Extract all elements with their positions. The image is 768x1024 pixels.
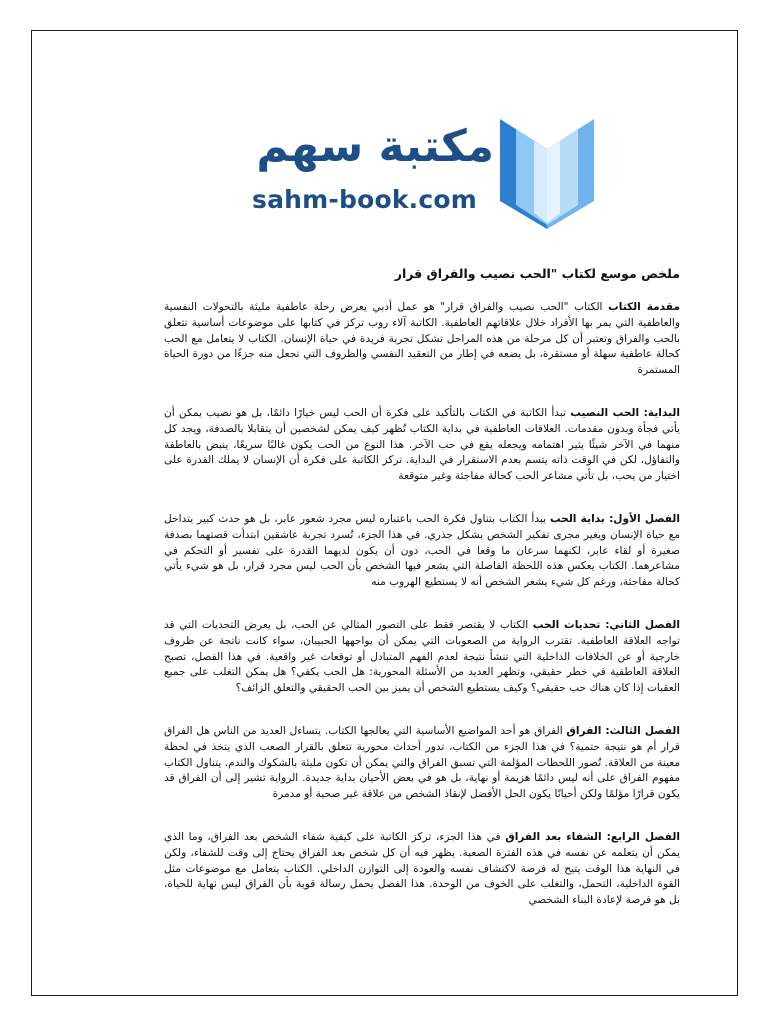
section-heading: الفصل الثاني: تحديات الحب [532,618,681,631]
logo-arabic-name: مكتبة سهم [256,121,494,172]
document-page [31,30,738,996]
document-title: ملخص موسع لكتاب "الحب نصيب والفراق قرار [394,266,680,281]
document-body [164,265,680,936]
section-heading: الفصل الرابع: الشفاء بعد الفراق [505,830,680,843]
section-text: الفراق هو أحد المواضيع الأساسية التي يعالجها الكتاب. يتساءل العديد من الناس هل الفراق قرار أم هو نتيجة حتمية؟ في هذا الجزء من الكتاب، تدور أحداث محورية تتعلق بالقرار الصعب الذي يتخذ في لحظة معينة من العلاقة. تُصور اللحظات المؤلمة التي تسبق الفراق والتي يمكن أن تكون مليئة بالشكوك والندم. يتناول الكتاب مفهوم الفراق على أنه ليس دائمًا هزيمة أو نهاية، بل هو في بعض الأحيان بداية جديدة. الرواية تشير إلى أن الفراق قد يكون قرارًا مؤلمًا ولكن أحيانًا يكون الحل الأفضل لإنقاذ الشخص من علاقة غير صحية أو مدمرة [164,724,680,801]
section-heading: الفصل الأول: بداية الحب [549,512,680,525]
section-chapter-4 [164,830,680,909]
section-text: يبدأ الكتاب بتناول فكرة الحب باعتباره ليس مجرد شعور عابر، بل هو حدث كبير يتداخل مع حياة الإنسان ويغير مجرى تفكير الشخص بشكل جذري. في هذا الجزء، تُسرد تجربة عاشقين ابتدأت قصتهما بصدفة صغيرة أو لقاء عابر، لكنهما سرعان ما وقعا في الحب، دون أن يكون لديهما القدرة على تفسير أو التحكم في مشاعرهما. الكتاب يعكس هذه اللحظة الفاصلة التي يشعر فيها الشخص بأن الحب ليس مجرد قرار، بل هو شيء يأتي كحالة مفاجئة، ورغم كل شيء يشعر الشخص أنه لا يستطيع الهروب منه [164,512,680,589]
section-heading: الفصل الثالث: الفراق [566,724,680,737]
section-beginning [164,406,680,485]
section-text: تبدأ الكاتبة في الكتاب بالتأكيد على فكرة أن الحب ليس خيارًا دائمًا، بل هو نصيب يمكن أن يأتي فجأة وبدون مقدمات. العلاقات العاطفية في بداية الكتاب تُظهر كيف يمكن لشخصين أن يتقابلا بالصدفة، ويجد كل منهما في الآخر شيئًا يثير اهتمامه ويجعله يقع في حب الآخر. هذا النوع من الحب يكون غالبًا سريعًا، ينبض بالعاطفة والتفاؤل، لكن في الوقت ذاته يتسم بعدم الاستقرار في البداية. تركز الكاتبة على فكرة أن الإنسان لا يملك القدرة على اختيار من يحب، بل تأتي مشاعر الحب كحالة مفاجئة وغير متوقعة [164,406,680,483]
section-text: الكتاب "الحب نصيب والفراق قرار" هو عمل أدبي يعرض رحلة عاطفية مليئة بالتحولات النفسية والعاطفية التي يمر بها الأفراد خلال علاقاتهم العاطفية. الكاتبة آلاء روب تركز في كتابها على موضوعات أساسية تتعلق بالحب والفراق وتعتبر أن كل مرحلة من هذه المراحل تشكل تجربة فريدة في حياة الإنسان. الكتاب لا يتعامل مع الحب كحالة عاطفية سهلة أو مستقرة، بل يضعه في إطار من التعقيد النفسي والظروف التي تجعل منه جزءًا من دورة الحياة المستمرة [164,301,680,377]
section-heading: مقدمة الكتاب [608,301,680,313]
section-chapter-2 [164,618,680,697]
section-text: في هذا الجزء، تركز الكاتبة على كيفية شفاء الشخص بعد الفراق، وما الذي يمكن أن يتعلمه عن نفسه في هذه الفترة الصعبة. يظهر فيه أن كل شخص بعد الفراق يحتاج إلى وقت للشفاء، ولكن في النهاية هذا الوقت يتيح له فرصة لاكتشاف نفسه والعودة إلى التوازن الداخلي. الكتاب يتعامل مع موضوعات مثل القوة الداخلية، التحمل، والتغلب على الخوف من الوحدة. هذا الفصل يحمل رسالة قوية بأن الفراق ليس نهاية للحياة، بل هو فرصة لإعادة البناء الشخصي [164,830,680,907]
open-book-icon [494,119,600,229]
section-heading: البداية: الحب النصيب [570,406,680,419]
logo-domain: sahm-book.com [252,185,477,214]
sahm-book-logo [244,119,604,231]
section-intro [164,300,680,379]
section-text: الكتاب لا يقتصر فقط على التصور المثالي عن الحب، بل يعرض التحديات التي قد تواجه العلاقة العاطفية. تقترب الرواية من الصعوبات التي يمكن أن يواجهها الحبيبان، سواء كانت ناتجة عن ظروف خارجية أو عن الخلافات الداخلية التي تنشأ نتيجة لعدم الفهم المتبادل أو توقعات غير واقعية. في هذا الفصل، تصبح العلاقة العاطفية في خطر حقيقي، وتظهر العديد من الأسئلة المحورية: هل الحب يكفي؟ هل يمكن التغلب على جميع العقبات إذا كان هناك حب حقيقي؟ وكيف يستطيع الشخص أن يميز بين الحب الحقيقي والتعلق الزائف؟ [164,618,680,695]
section-chapter-3 [164,724,680,803]
section-chapter-1 [164,512,680,591]
